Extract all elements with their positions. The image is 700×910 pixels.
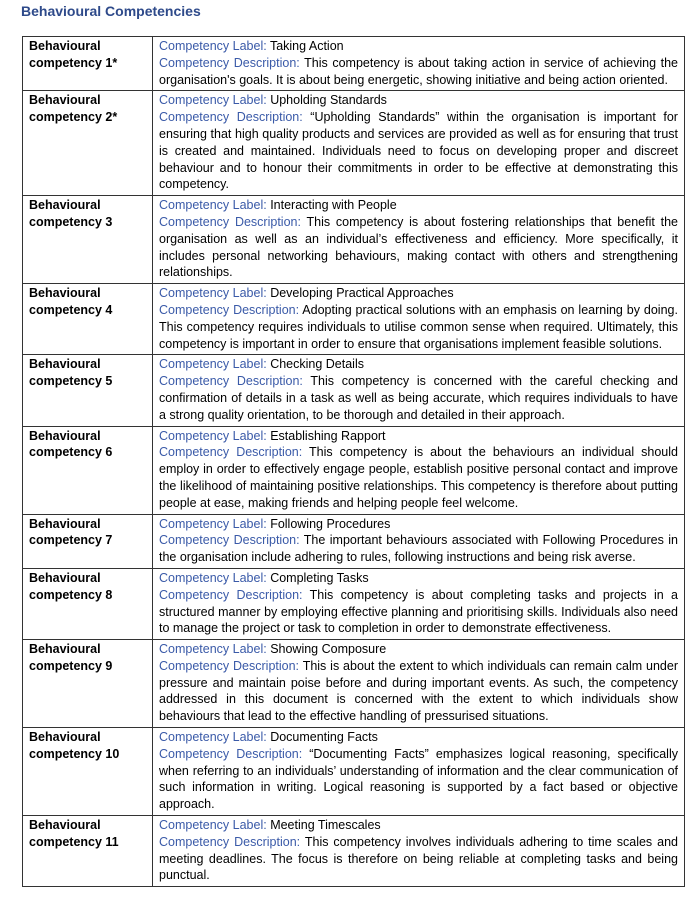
competency-label-line [159, 38, 678, 55]
competency-description-prefix: Competency Description: [159, 445, 303, 460]
competency-details [153, 514, 685, 568]
competency-label: Establishing Rapport [270, 428, 386, 443]
competency-description-prefix: Competency Description: [159, 110, 303, 125]
competency-description: This competency is about completing tasks and projects in a structured manner by employing effective planning and prioritising skills. Individuals also need to manage the project or task to completion in order to demonstrate effectiveness. [159, 587, 678, 636]
competency-description-prefix: Competency Description: [159, 746, 303, 761]
competency-description: This competency is about fostering relationships that benefit the organisation as well as an individual’s effectiveness and efficiency. More specifically, it includes personal networking behaviours, making contact with others and strengthening relationships. [159, 214, 678, 280]
competency-table [22, 36, 685, 887]
competency-description: This competency is concerned with the careful checking and confirmation of details in a task as well as being accurate, which requires individuals to have a strong quality orientation, to be thorough and detailed in their approach. [159, 374, 678, 422]
competency-name: Behavioural competency 4 [23, 284, 153, 355]
competency-label-prefix: Competency Label: [159, 642, 267, 657]
competency-label-line [159, 92, 678, 109]
competency-label: Completing Tasks [270, 570, 369, 585]
competency-details [153, 196, 685, 284]
competency-label: Meeting Timescales [270, 818, 381, 833]
competency-label: Following Procedures [270, 516, 391, 531]
competency-label: Documenting Facts [270, 730, 378, 745]
competency-label: Upholding Standards [270, 93, 387, 108]
competency-name: Behavioural competency 2* [23, 91, 153, 196]
competency-description-line [159, 834, 678, 884]
competency-description: “Documenting Facts” emphasizes logical reasoning, specifically when referring to an individuals’ understanding of information and the clear communication of such information in writing. Logical reasoning is supported by a fact based or objective approach. [159, 746, 678, 812]
competency-name: Behavioural competency 3 [23, 196, 153, 284]
competency-description-prefix: Competency Description: [159, 55, 300, 70]
competency-description-prefix: Competency Description: [159, 834, 301, 849]
competency-label: Developing Practical Approaches [270, 286, 454, 301]
competency-label-line [159, 641, 678, 658]
competency-row [23, 196, 685, 284]
competency-description: This competency is about taking action in service of achieving the organisation's goals. It is about being energetic, showing initiative and being action oriented. [159, 55, 678, 87]
competency-description-line [159, 373, 678, 423]
competency-description: The important behaviours associated with Following Procedures in the organisation include adhering to rules, following instructions and being risk averse. [159, 533, 678, 565]
competency-description-prefix: Competency Description: [159, 374, 303, 389]
competency-description-prefix: Competency Description: [159, 302, 300, 317]
competency-label-prefix: Competency Label: [159, 516, 267, 531]
competency-description: This competency involves individuals adhering to time scales and meeting deadlines. The focus is therefore on being reliable at completing tasks and being punctual. [159, 834, 678, 883]
competency-description-line [159, 444, 678, 511]
competency-description-line [159, 214, 678, 281]
competency-label-line [159, 428, 678, 445]
competency-row [23, 284, 685, 355]
competency-description-prefix: Competency Description: [159, 533, 300, 548]
competency-description: This is about the extent to which individuals can remain calm under pressure and maintain poise before and during important events. As such, the competency addressed in this document is concerned with the extent to which individuals show behaviours that lead to the effective handling of pressurised situations. [159, 658, 678, 724]
competency-label-line [159, 570, 678, 587]
competency-description-line [159, 532, 678, 566]
competency-details [153, 355, 685, 426]
competency-description-line [159, 746, 678, 813]
competency-details [153, 816, 685, 887]
competency-description-prefix: Competency Description: [159, 587, 303, 602]
competency-details [153, 640, 685, 728]
competency-label: Showing Composure [270, 642, 387, 657]
competency-name: Behavioural competency 1* [23, 37, 153, 91]
competency-label: Checking Details [270, 357, 364, 372]
competency-table-body [23, 37, 685, 887]
competency-description-line [159, 109, 678, 193]
competency-name: Behavioural competency 9 [23, 640, 153, 728]
competency-label-line [159, 817, 678, 834]
competency-name: Behavioural competency 11 [23, 816, 153, 887]
competency-label-prefix: Competency Label: [159, 357, 267, 372]
competency-details [153, 728, 685, 816]
competency-row [23, 355, 685, 426]
competency-details [153, 91, 685, 196]
competency-name: Behavioural competency 8 [23, 568, 153, 639]
competency-description-line [159, 658, 678, 725]
competency-label: Interacting with People [270, 198, 397, 213]
competency-description: “Upholding Standards” within the organisation is important for ensuring that high quality products and services are provided as well as for ensuring that trust is created and maintained. Individuals need to focus on developing proper and discreet behaviour and to honour their commitments in order to be effective at demonstrating this competency. [159, 110, 678, 192]
competency-description-prefix: Competency Description: [159, 658, 300, 673]
competency-name: Behavioural competency 10 [23, 728, 153, 816]
competency-row [23, 426, 685, 514]
competency-row [23, 640, 685, 728]
competency-details [153, 284, 685, 355]
competency-label-prefix: Competency Label: [159, 286, 267, 301]
competency-label: Taking Action [269, 39, 344, 53]
competency-details [153, 568, 685, 639]
competency-label-prefix: Competency Label: [159, 39, 267, 53]
competency-label-line [159, 285, 678, 302]
competency-name: Behavioural competency 6 [23, 426, 153, 514]
competency-name: Behavioural competency 5 [23, 355, 153, 426]
competency-description: Adopting practical solutions with an emphasis on learning by doing. This competency requires individuals to utilise common sense when required. Ultimately, this competency is important in order to ensure that organisations implement feasible solutions. [159, 302, 678, 351]
competency-row [23, 568, 685, 639]
competency-description-line [159, 302, 678, 352]
competency-row [23, 816, 685, 887]
competency-label-line [159, 516, 678, 533]
competency-label-prefix: Competency Label: [159, 570, 267, 585]
competency-label-line [159, 356, 678, 373]
competency-row [23, 91, 685, 196]
competency-row [23, 728, 685, 816]
competency-label-prefix: Competency Label: [159, 818, 267, 833]
competency-description-prefix: Competency Description: [159, 214, 301, 229]
competency-details [153, 37, 685, 91]
competency-label-prefix: Competency Label: [159, 428, 267, 443]
competency-description-line [159, 587, 678, 637]
section-title: Behavioural Competencies [21, 3, 201, 19]
competency-label-prefix: Competency Label: [159, 93, 267, 108]
competency-label-prefix: Competency Label: [159, 730, 267, 745]
competency-description-line [159, 55, 678, 89]
competency-row [23, 514, 685, 568]
competency-name: Behavioural competency 7 [23, 514, 153, 568]
competency-label-line [159, 197, 678, 214]
competency-label-line [159, 729, 678, 746]
competency-row [23, 37, 685, 91]
competency-details [153, 426, 685, 514]
competency-description: This competency is about the behaviours an individual should employ in order to effectively engage people, establish positive personal contact and improve the likelihood of maintaining positive relationships. This competency is therefore about putting people at ease, making friends and helping people feel welcome. [159, 445, 678, 510]
competency-label-prefix: Competency Label: [159, 198, 267, 213]
